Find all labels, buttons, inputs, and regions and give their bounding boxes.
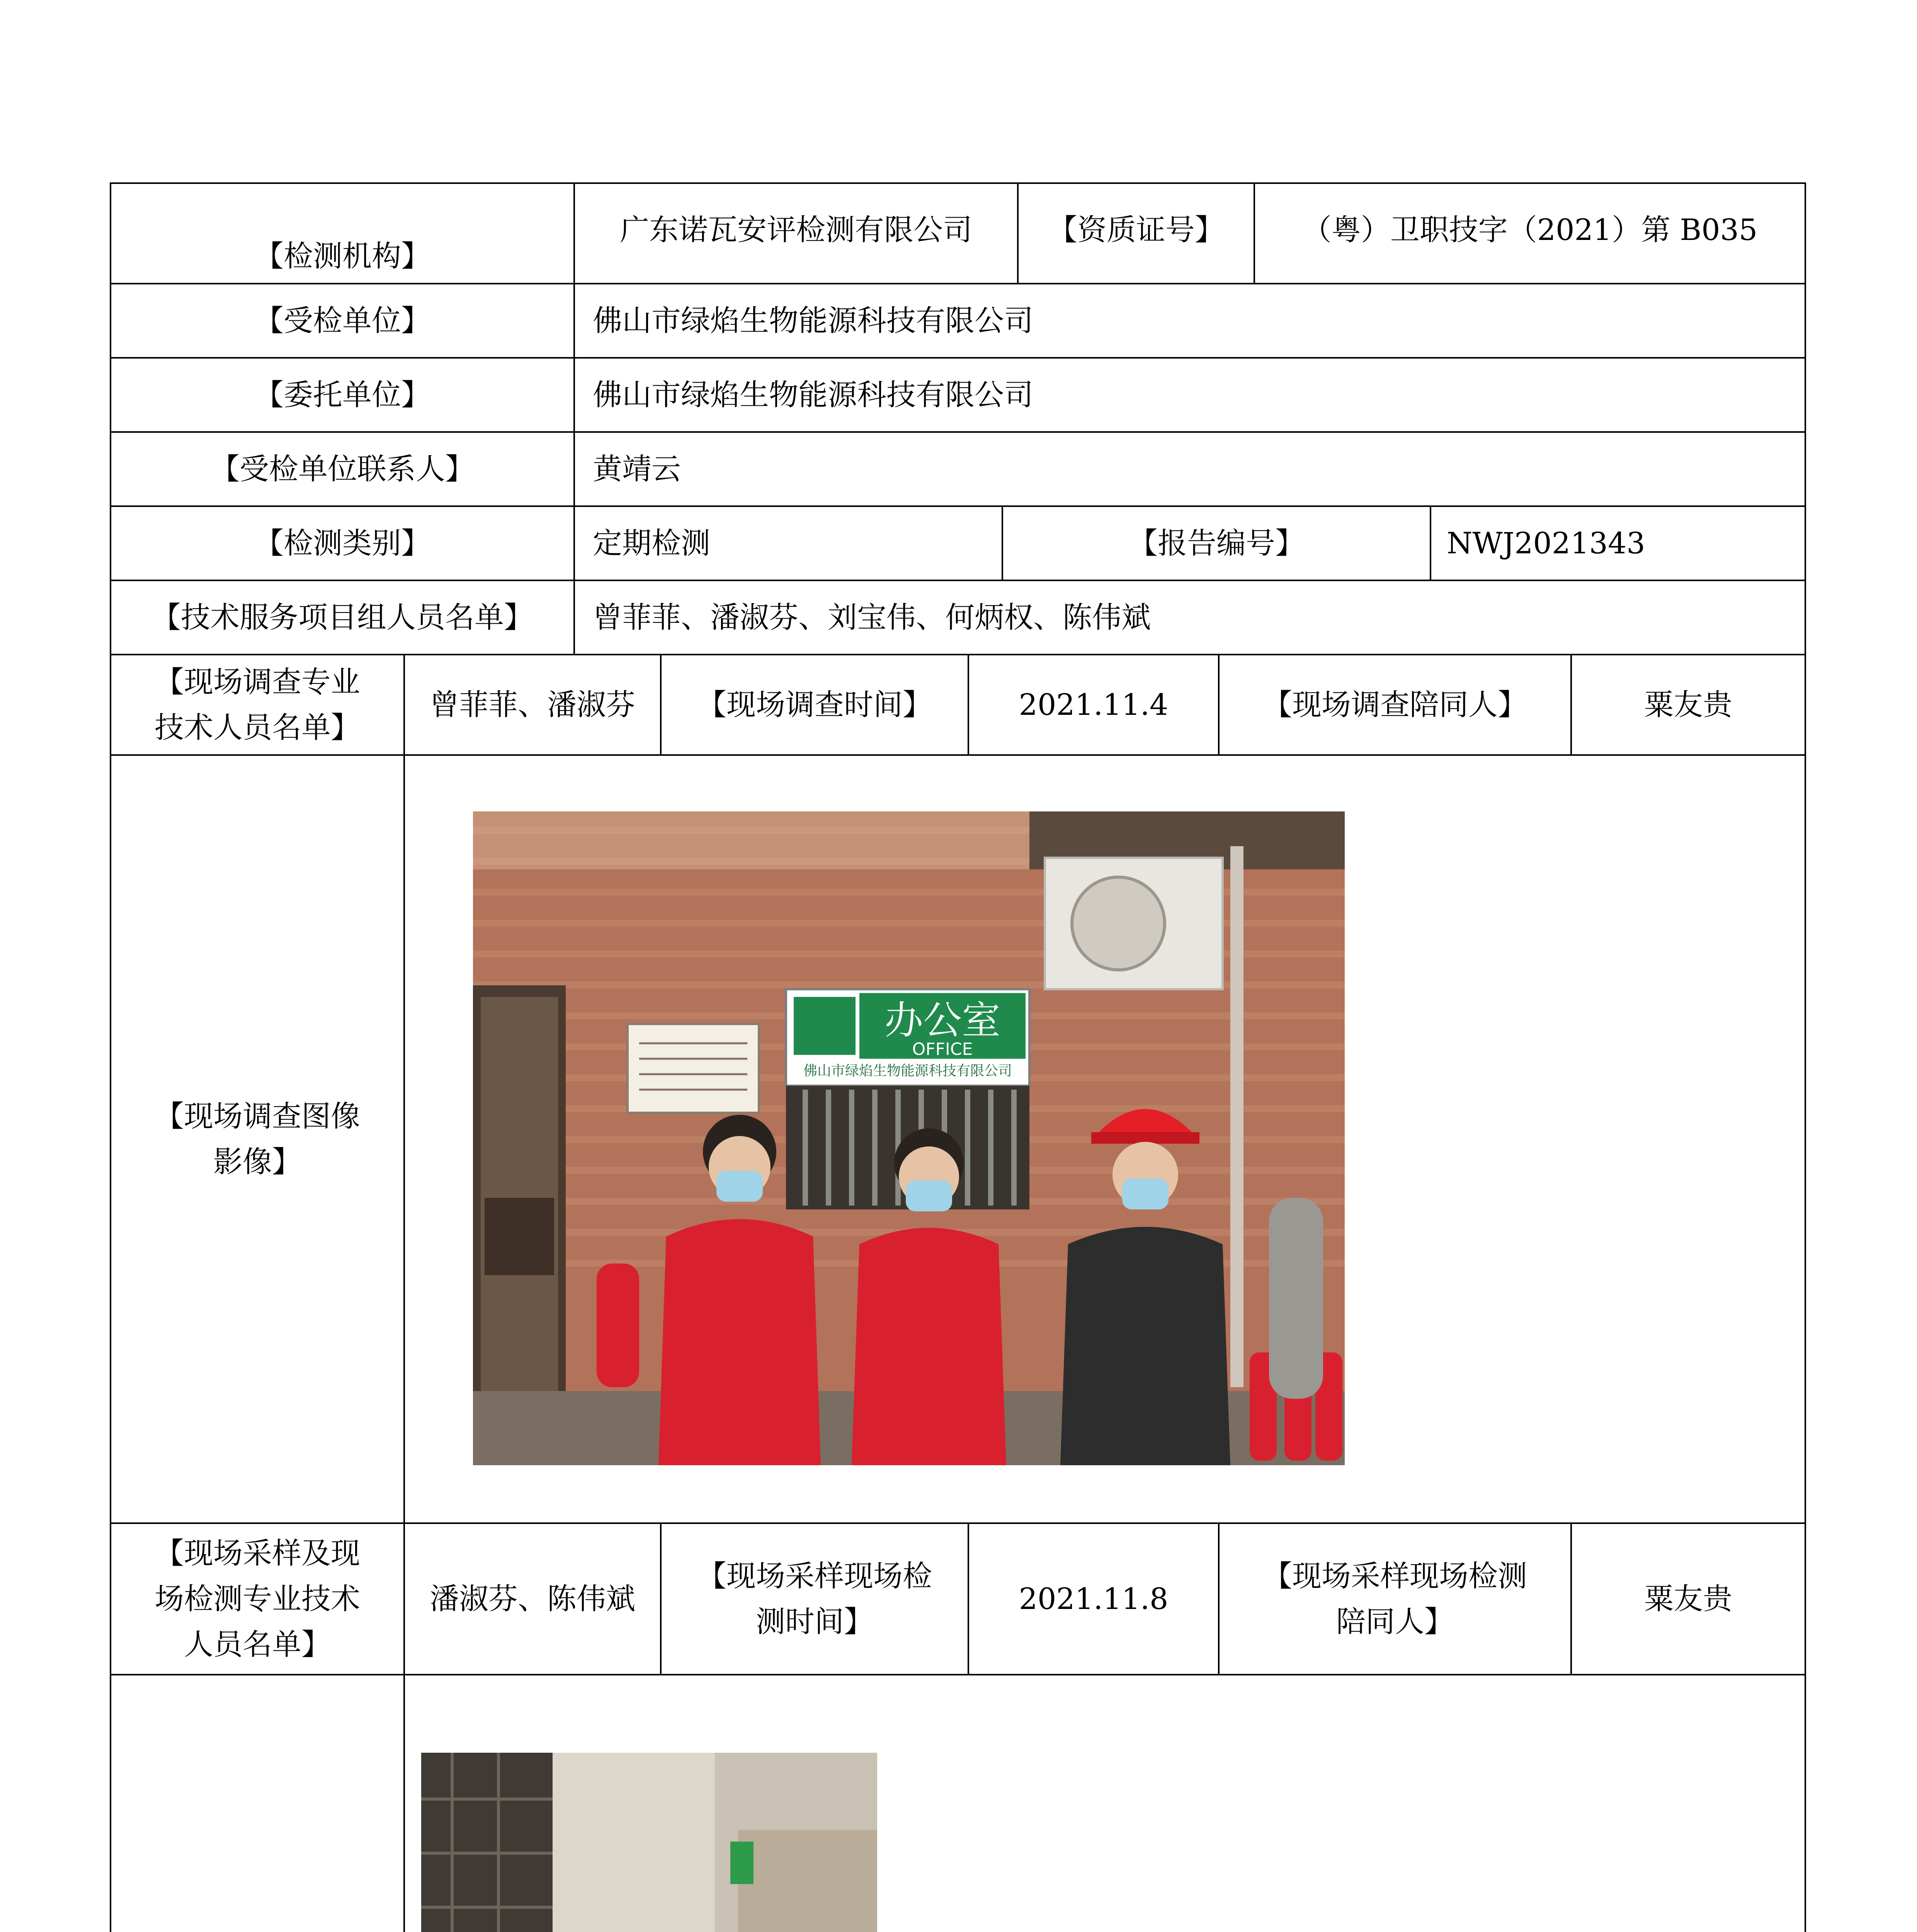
client-unit-value: 佛山市绿焰生物能源科技有限公司 [573,357,1806,433]
survey-escort-value: 粟友贵 [1570,654,1806,756]
office-sign-company: 佛山市绿焰生物能源科技有限公司 [803,1063,1012,1079]
sampling-escort-value: 粟友贵 [1570,1522,1806,1675]
office-sign-en: OFFICE [912,1039,973,1059]
survey-image-label: 【现场调查图像 影像】 [110,754,405,1524]
report-no-value: NWJ2021343 [1430,505,1806,581]
sampling-staff-value: 潘淑芬、陈伟斌 [403,1522,662,1675]
survey-image-cell [403,754,1806,1524]
survey-escort-label: 【现场调查陪同人】 [1218,654,1572,756]
report-no-label: 【报告编号】 [1002,505,1431,581]
sampling-image-label [110,1674,405,1932]
survey-staff-value: 曾菲菲、潘淑芬 [403,654,662,756]
survey-time-label: 【现场调查时间】 [660,654,969,756]
certificate-label: 【资质证号】 [1017,182,1255,284]
inspection-record-table [110,182,1806,1932]
category-value: 定期检测 [573,505,1003,581]
team-value: 曾菲菲、潘淑芬、刘宝伟、何炳权、陈伟斌 [573,580,1806,655]
agency-value: 广东诺瓦安评检测有限公司 [573,182,1019,284]
survey-time-value: 2021.11.4 [968,654,1220,756]
survey-staff-label: 【现场调查专业 技术人员名单】 [110,654,405,756]
sampling-time-value: 2021.11.8 [968,1522,1220,1675]
sampling-image-cell [403,1674,1806,1932]
team-label: 【技术服务项目组人员名单】 [110,580,575,655]
inspected-unit-value: 佛山市绿焰生物能源科技有限公司 [573,283,1806,359]
category-label: 【检测类别】 [110,505,575,581]
certificate-value: （粤）卫职技字（2021）第 B035 [1254,182,1806,284]
survey-photo [473,811,1345,1465]
contact-label: 【受检单位联系人】 [110,431,575,507]
agency-label: 【检测机构】 [110,182,575,284]
contact-value: 黄靖云 [573,431,1806,507]
client-unit-label: 【委托单位】 [110,357,575,433]
sampling-escort-label: 【现场采样现场检测 陪同人】 [1218,1522,1572,1675]
sampling-time-label: 【现场采样现场检 测时间】 [660,1522,969,1675]
sampling-staff-label: 【现场采样及现 场检测专业技术 人员名单】 [110,1522,405,1675]
sampling-photo [421,1753,877,1932]
office-sign-text: 办公室 [885,998,1000,1043]
inspected-unit-label: 【受检单位】 [110,283,575,359]
